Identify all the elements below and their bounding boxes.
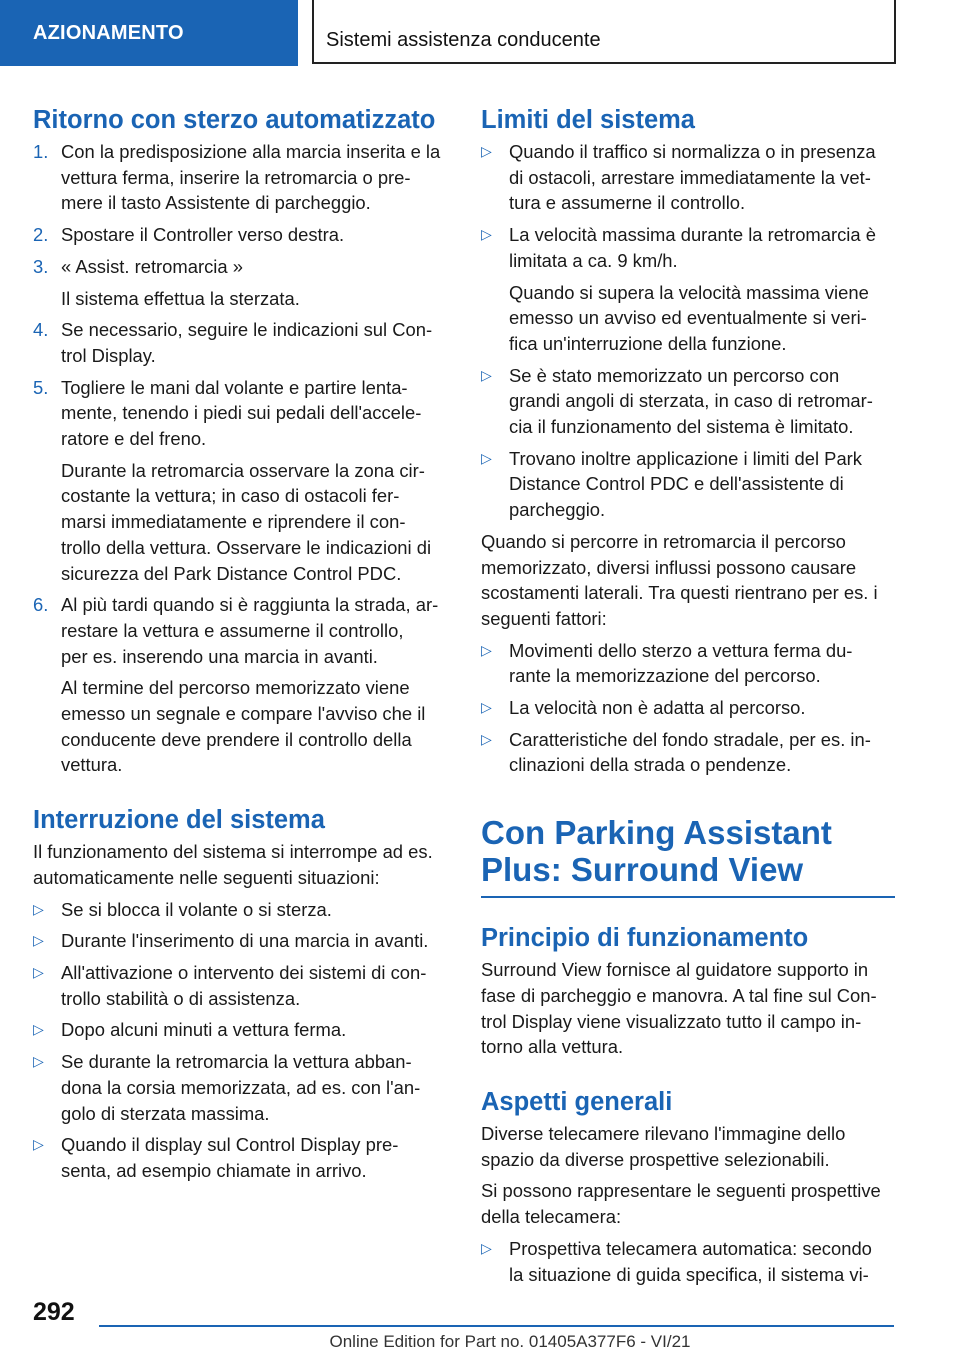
text-line: Quando il display sul Control Display pre- (61, 1134, 399, 1156)
step-number: 1. (33, 141, 49, 162)
text-line: Togliere le mani dal volante e partire lenta- (61, 376, 408, 398)
step-number: 2. (33, 224, 49, 246)
text-line: Se durante la retromarcia la vettura abban- (61, 1051, 412, 1073)
text-line: vettura ferma, inserire la retromarcia o pre- (61, 166, 411, 188)
bullet-triangle-icon: ▷ (33, 963, 44, 980)
text-line: cia il funzionamento del sistema è limitato. (509, 416, 854, 438)
bullet-triangle-icon: ▷ (33, 1021, 44, 1038)
text-line: dona la corsia memorizzata, ad es. con l'an- (61, 1076, 421, 1098)
text-line: restare la vettura e assumerne il controllo, (61, 619, 404, 641)
text-line: Durante l'inserimento di una marcia in avanti. (61, 930, 429, 952)
text-line: costante la vettura; in caso di ostacoli fer- (61, 485, 400, 507)
text-line: limitata a ca. 9 km/h. (509, 249, 678, 271)
list-item (481, 363, 893, 440)
step-number: 4. (33, 319, 49, 341)
text-line: Se necessario, seguire le indicazioni sul Con- (61, 319, 433, 341)
text-line: golo di sterzata massima. (61, 1102, 270, 1124)
step-note (61, 458, 445, 587)
section-heading-principio: Principio di funzionamento (481, 924, 809, 953)
text-line: mere il tasto Assistente di parcheggio. (61, 192, 371, 214)
list-item (481, 695, 893, 721)
list-item (33, 928, 445, 954)
text-line: marsi immediatamente e riprendere il con- (61, 511, 406, 533)
text-line: Durante la retromarcia osservare la zona cir- (61, 459, 425, 481)
numbered-step (33, 592, 445, 778)
text-line: trol Display viene visualizzato tutto il campo in- (481, 1010, 862, 1032)
text-line: sicurezza del Park Distance Control PDC. (61, 562, 402, 584)
list-item (481, 446, 893, 523)
list-item (33, 897, 445, 923)
text-line: Caratteristiche del fondo stradale, per es. in- (509, 728, 871, 750)
text-line: Con Parking Assistant (481, 814, 832, 852)
bullet-triangle-icon: ▷ (481, 366, 492, 383)
text-line: La velocità non è adatta al percorso. (509, 697, 806, 719)
paragraph-principio (481, 957, 893, 1060)
list-item (33, 1017, 445, 1043)
text-line: emesso un avviso ed eventualmente si veri- (509, 307, 867, 329)
text-line: Se si blocca il volante o si sterza. (61, 898, 332, 920)
numbered-step (33, 317, 445, 368)
footer-edition: Online Edition for Part no. 01405A377F6 - VI/21 (329, 1332, 691, 1351)
section-heading-interruzione: Interruzione del sistema (33, 806, 325, 835)
numbered-step (33, 254, 445, 311)
text-line: parcheggio. (509, 499, 606, 521)
text-line: della telecamera: (481, 1206, 622, 1228)
step-number: 6. (33, 594, 49, 616)
text-line: Movimenti dello sterzo a vettura ferma du- (509, 639, 853, 661)
text-line: tura e assumerne il controllo. (509, 192, 746, 214)
text-line: Dopo alcuni minuti a vettura ferma. (61, 1019, 347, 1041)
text-line: Diverse telecamere rilevano l'immagine dello (481, 1122, 846, 1144)
bullet-triangle-icon: ▷ (481, 143, 492, 159)
text-line: Plus: Surround View (481, 851, 804, 889)
text-line: Il funzionamento del sistema si interrompe ad es. (33, 841, 433, 863)
bullet-triangle-icon: ▷ (481, 641, 492, 658)
section-tab: AZIONAMENTO (0, 0, 298, 66)
left-column (33, 104, 445, 1190)
list-item (481, 222, 893, 357)
text-line: la situazione di guida specifica, il sistema vi- (509, 1263, 869, 1285)
section-heading-limiti: Limiti del sistema (481, 106, 695, 134)
text-line: Spostare il Controller verso destra. (61, 224, 345, 246)
text-line: di ostacoli, arrestare immediatamente la vet- (509, 166, 871, 188)
text-line: trol Display. (61, 344, 156, 366)
paragraph-limiti (481, 529, 893, 632)
text-line: Al termine del percorso memorizzato viene (61, 677, 410, 699)
right-column (481, 104, 893, 1293)
text-line: Quando si percorre in retromarcia il percorso (481, 530, 846, 552)
text-line: Si possono rappresentare le seguenti prospettive (481, 1180, 881, 1202)
bullet-triangle-icon: ▷ (481, 1239, 492, 1256)
list-item (481, 139, 893, 216)
list-item (481, 727, 893, 778)
text-line: La velocità massima durante la retromarcia è (509, 224, 876, 246)
text-line: Se è stato memorizzato un percorso con (509, 364, 840, 386)
text-line: ratore e del freno. (61, 428, 207, 450)
page-header (0, 0, 960, 66)
text-line: Surround View fornisce al guidatore supporto in (481, 959, 869, 981)
step-note (61, 286, 445, 312)
text-line: seguenti fattori: (481, 607, 607, 629)
list-item (481, 1236, 893, 1287)
text-line: Con la predisposizione alla marcia inserita e la (61, 141, 441, 162)
text-line: torno alla vettura. (481, 1036, 624, 1058)
text-line: automaticamente nelle seguenti situazioni: (33, 866, 380, 888)
list-item (33, 960, 445, 1011)
section-heading-ritorno: Ritorno con sterzo automatizzato (33, 106, 436, 134)
bullet-triangle-icon: ▷ (481, 226, 492, 243)
text-line: mente, tenendo i piedi sui pedali dell'accele- (61, 402, 422, 424)
numbered-step (33, 139, 445, 216)
text-line: per es. inserendo una marcia in avanti. (61, 645, 378, 667)
text-line: spazio da diverse prospettive selezionabili. (481, 1148, 830, 1170)
step-number: 3. (33, 255, 49, 277)
text-line: emesso un segnale e compare l'avviso che il (61, 703, 426, 725)
bullet-triangle-icon: ▷ (481, 730, 492, 747)
text-line: Prospettiva telecamera automatica: secondo (509, 1237, 872, 1259)
step-note (61, 675, 445, 778)
page-number: 292 (33, 1298, 75, 1326)
list-item (33, 1132, 445, 1183)
paragraph-aspetti-2 (481, 1178, 893, 1229)
paragraph-interruzione (33, 839, 445, 890)
text-line: Quando il traffico si normalizza o in presenza (509, 141, 876, 162)
text-line: Distance Control PDC e dell'assistente di (509, 473, 844, 495)
text-line: fica un'interruzione della funzione. (509, 332, 787, 354)
paragraph-aspetti-1 (481, 1121, 893, 1172)
bullet-triangle-icon: ▷ (33, 1053, 44, 1070)
bullet-triangle-icon: ▷ (33, 900, 44, 917)
text-line: rante la memorizzazione del percorso. (509, 665, 821, 687)
text-line: Trovano inoltre applicazione i limiti del Park (509, 447, 862, 469)
footer-divider (99, 1325, 894, 1327)
list-item (481, 638, 893, 689)
bullet-triangle-icon: ▷ (33, 1136, 44, 1153)
text-line: grandi angoli di sterzata, in caso di retromar- (509, 390, 873, 412)
list-item (33, 1049, 445, 1126)
text-line: scostamenti laterali. Tra questi rientrano per es. i (481, 582, 878, 604)
chapter-heading-parking-assistant (481, 814, 895, 898)
section-heading-aspetti: Aspetti generali (481, 1087, 673, 1116)
bullet-triangle-icon: ▷ (33, 932, 44, 949)
text-line: Quando si supera la velocità massima viene (509, 281, 869, 303)
list-item-note (509, 280, 893, 357)
chapter-title: Sistemi assistenza conducente (312, 0, 896, 64)
text-line: vettura. (61, 754, 123, 776)
text-line: All'attivazione o intervento dei sistemi di con- (61, 961, 427, 983)
text-line: Il sistema effettua la sterzata. (61, 287, 300, 309)
text-line: conducente deve prendere il controllo della (61, 728, 412, 750)
text-line: trollo della vettura. Osservare le indicazioni di (61, 536, 432, 558)
step-number: 5. (33, 376, 49, 398)
numbered-step (33, 375, 445, 587)
text-line: fase di parcheggio e manovra. A tal fine sul Con- (481, 984, 877, 1006)
text-line: clinazioni della strada o pendenze. (509, 754, 792, 776)
text-line: trollo stabilità o di assistenza. (61, 987, 301, 1009)
bullet-triangle-icon: ▷ (481, 449, 492, 466)
bullet-triangle-icon: ▷ (481, 699, 492, 716)
text-line: Al più tardi quando si è raggiunta la strada, ar- (61, 594, 439, 616)
text-line: « Assist. retromarcia » (61, 255, 243, 277)
numbered-step (33, 222, 445, 248)
text-line: memorizzato, diversi influssi possono causare (481, 556, 857, 578)
text-line: senta, ad esempio chiamate in arrivo. (61, 1159, 367, 1181)
